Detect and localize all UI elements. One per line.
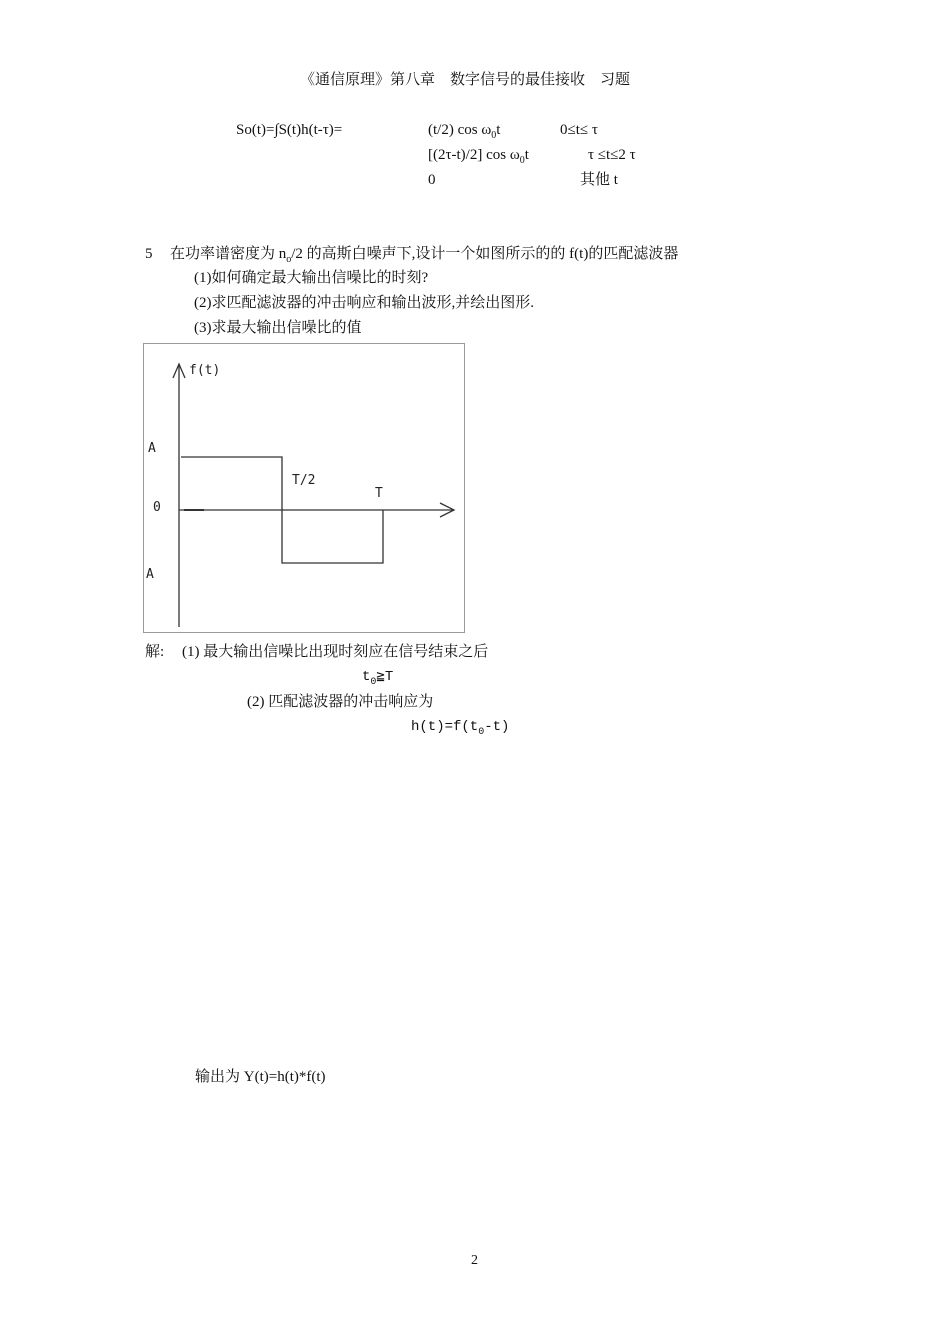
level-low-label: A — [146, 567, 154, 582]
formula-case1-suffix: t — [496, 122, 501, 138]
page-number: 2 — [471, 1253, 478, 1268]
formula-case1-cond: 0≤t≤ τ — [560, 122, 598, 138]
h-sub: 0 — [478, 727, 485, 738]
problem-stmt-part2: /2 的高斯白噪声下,设计一个如图所示的的 f(t)的匹配滤波器 — [291, 246, 679, 262]
formula-case1-expr — [428, 121, 500, 139]
level-zero-label: 0 — [153, 500, 161, 515]
formula-case2-prefix: [(2τ-t)/2] cos ω — [428, 147, 520, 163]
solution-impulse-response — [411, 718, 509, 736]
waveform-diagram — [144, 344, 466, 634]
h-prefix: h(t)=f(t — [411, 719, 479, 735]
h-suffix: -t) — [484, 719, 510, 735]
problem-question-1: (1)如何确定最大输出信噪比的时刻? — [194, 270, 429, 286]
formula-case3-cond: 其他 t — [580, 172, 618, 188]
half-period-label: T/2 — [292, 473, 316, 488]
t0-suffix: ≧T — [376, 669, 394, 685]
t0-prefix: t — [362, 669, 371, 685]
formula-lhs: So(t)=∫S(t)h(t-τ)= — [236, 122, 343, 138]
solution-t0-condition — [362, 668, 393, 686]
problem-number: 5 — [145, 246, 153, 262]
formula-case2-expr — [428, 146, 529, 164]
formula-case2-sub: 0 — [519, 155, 525, 166]
solution-step-1: (1) 最大输出信噪比出现时刻应在信号结束之后 — [182, 644, 489, 660]
formula-case1-sub: 0 — [491, 130, 497, 141]
formula-case2-suffix: t — [524, 147, 529, 163]
solution-label: 解: — [145, 644, 165, 660]
formula-case2-cond: τ ≤t≤2 τ — [588, 147, 636, 163]
waveform-figure — [143, 343, 465, 633]
problem-stmt-sub: o — [286, 254, 292, 265]
solution-step-2: (2) 匹配滤波器的冲击响应为 — [247, 694, 434, 710]
problem-statement — [170, 245, 678, 263]
t0-sub: 0 — [370, 677, 377, 688]
page-header-title: 《通信原理》第八章 数字信号的最佳接收 习题 — [300, 72, 631, 88]
level-high-label: A — [148, 441, 156, 456]
problem-stmt-part1: 在功率谱密度为 n — [170, 246, 287, 262]
problem-question-3: (3)求最大输出信噪比的值 — [194, 320, 362, 336]
problem-question-2: (2)求匹配滤波器的冲击响应和输出波形,并绘出图形. — [194, 295, 534, 311]
y-axis-label: f(t) — [189, 363, 221, 378]
formula-case1-prefix: (t/2) cos ω — [428, 122, 492, 138]
formula-case3-expr: 0 — [428, 172, 436, 188]
solution-output: 输出为 Y(t)=h(t)*f(t) — [195, 1069, 326, 1085]
full-period-label: T — [375, 486, 383, 501]
